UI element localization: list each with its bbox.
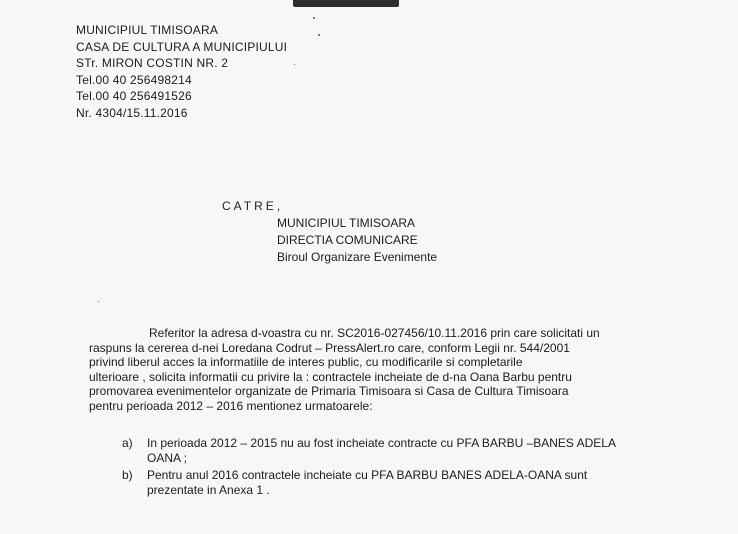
recipient-department: DIRECTIA COMUNICARE (277, 233, 418, 247)
body-line: Referitor la adresa d-voastra cu nr. SC2016-027456/10.11.2016 prin care solicitati un (149, 326, 600, 340)
recipient-block (277, 215, 437, 266)
scan-speck (294, 64, 295, 65)
letter-body (89, 326, 637, 414)
body-line: ulterioare , solicita informatii cu privire la : contractele incheiate de d-na Oana Barbu pentru (89, 369, 572, 384)
list-marker: a) (122, 436, 133, 450)
scan-speck (98, 301, 99, 302)
body-line: privind liberul acces la informatiile de interes public, cu modificarile si completarile (89, 355, 523, 370)
list-item-text: In perioada 2012 – 2015 nu au fost incheiate contracte cu PFA BARBU –BANES ADELA OANA ; (147, 436, 616, 465)
scanner-top-bar (293, 0, 399, 7)
recipient-name: MUNICIPIUL TIMISOARA (277, 216, 416, 230)
body-line: pentru perioada 2012 – 2016 mentionez urmatoarele: (89, 398, 373, 413)
sender-street: STr. MIRON COSTIN NR. 2 (76, 56, 229, 70)
list-item (122, 468, 617, 498)
response-list (122, 436, 617, 500)
catre-label: CATRE, (222, 199, 284, 213)
scan-speck (318, 34, 320, 36)
sender-name: MUNICIPIUL TIMISOARA (76, 23, 219, 37)
list-item-text: Pentru anul 2016 contractele incheiate cu PFA BARBU BANES ADELA-OANA sunt prezentate in Anexa 1 . (147, 468, 588, 497)
sender-header (76, 22, 287, 121)
sender-phone-1: Tel.00 40 256498214 (76, 72, 192, 87)
list-item (122, 436, 617, 466)
recipient-office: Biroul Organizare Evenimente (277, 250, 438, 264)
list-marker: b) (122, 468, 133, 482)
sender-institution: CASA DE CULTURA A MUNICIPIULUI (76, 39, 288, 54)
body-line: raspuns la cererea d-nei Loredana Codrut – PressAlert.ro care, conform Legii nr. 544/2001 (89, 340, 570, 355)
sender-phone-2: Tel.00 40 256491526 (76, 89, 192, 103)
scan-speck (313, 17, 315, 19)
document-number: Nr. 4304/15.11.2016 (76, 105, 188, 120)
body-line: promovarea evenimentelor organizate de Primaria Timisoara si Casa de Cultura Timisoara (89, 384, 569, 399)
